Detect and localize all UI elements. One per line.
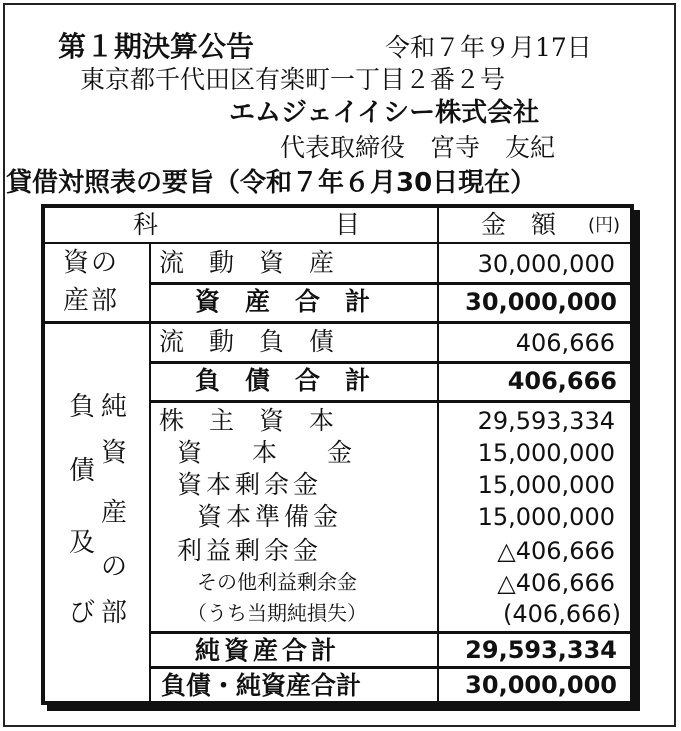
- row-value-shareholders-equity: 29,593,334: [477, 407, 615, 435]
- row-label-total-assets: 資 産 合 計: [195, 287, 371, 316]
- balance-sheet-title: 貸借対照表の要旨（令和７年６月30日現在）: [6, 168, 537, 198]
- row-value-retained-earnings: △406,666: [497, 537, 615, 565]
- row-label-total-liabilities: 負 債 合 計: [195, 366, 371, 395]
- row-value-capital-surplus: 15,000,000: [477, 471, 615, 499]
- row-label-total-net-assets: 純資産合計: [195, 636, 341, 665]
- header-divider: [45, 242, 630, 244]
- table-shadow-right: [634, 210, 640, 711]
- row-divider-1: [149, 282, 630, 285]
- net-label-3: 産: [101, 498, 128, 528]
- assets-label-bottom: 産部: [63, 286, 120, 316]
- liab-label-divider: [149, 323, 151, 701]
- row-divider-3: [149, 400, 630, 403]
- row-value-total-liab-net-assets: 30,000,000: [465, 671, 617, 699]
- row-label-shareholders-equity: 株 主 資 本: [159, 406, 335, 435]
- table-shadow-bottom: [47, 705, 640, 711]
- liab-label-1: 負: [69, 392, 96, 422]
- notice-title: 第１期決算公告: [58, 30, 255, 63]
- company-address: 東京都千代田区有楽町一丁目２番２号: [80, 65, 506, 94]
- header-amount: 金 額: [481, 210, 557, 239]
- assets-section-divider: [45, 321, 630, 324]
- liab-label-2: 債: [69, 456, 96, 486]
- row-label-current-assets: 流 動 資 産: [159, 248, 335, 277]
- liab-label-3: 及: [69, 528, 96, 558]
- row-divider-2: [149, 361, 630, 364]
- net-label-2: 資: [101, 438, 128, 468]
- row-value-current-assets: 30,000,000: [477, 250, 615, 278]
- row-label-total-liab-net-assets: 負債・純資産合計: [161, 671, 362, 700]
- row-label-net-loss: （うち当期純損失）: [187, 601, 367, 625]
- liab-label-4: び: [69, 598, 96, 628]
- row-value-capital-stock: 15,000,000: [477, 439, 615, 467]
- header-unit: (円): [588, 215, 621, 236]
- row-value-net-loss: (406,666): [503, 600, 621, 628]
- row-label-capital-stock: 資 本 金: [177, 438, 353, 467]
- row-value-total-liabilities: 406,666: [507, 367, 617, 395]
- row-value-current-liabilities: 406,666: [515, 329, 615, 357]
- row-value-total-net-assets: 29,593,334: [465, 636, 617, 664]
- net-label-1: 純: [101, 392, 128, 422]
- balance-sheet-table: [41, 204, 634, 705]
- row-divider-4: [149, 631, 630, 634]
- row-divider-5: [149, 666, 630, 669]
- net-label-5: 部: [101, 598, 128, 628]
- representative: 代表取締役 宮寺 友紀: [280, 133, 556, 162]
- net-label-4: の: [101, 552, 128, 582]
- row-label-retained-earnings: 利益剰余金: [177, 536, 323, 565]
- header-subject-1: 科: [133, 210, 159, 239]
- company-name: エムジェイイシー株式会社: [229, 98, 540, 128]
- row-label-other-retained-earnings: その他利益剰余金: [197, 570, 357, 594]
- row-value-other-retained-earnings: △406,666: [497, 569, 615, 597]
- row-label-capital-surplus: 資本剰余金: [177, 470, 323, 499]
- header-subject-2: 目: [335, 210, 361, 239]
- notice-date: 令和７年９月17日: [385, 33, 592, 62]
- row-value-total-assets: 30,000,000: [465, 288, 617, 316]
- row-label-current-liabilities: 流 動 負 債: [159, 327, 335, 356]
- assets-label-top: 資の: [63, 248, 120, 278]
- row-value-capital-reserve: 15,000,000: [477, 503, 615, 531]
- row-label-capital-reserve: 資本準備金: [197, 502, 343, 531]
